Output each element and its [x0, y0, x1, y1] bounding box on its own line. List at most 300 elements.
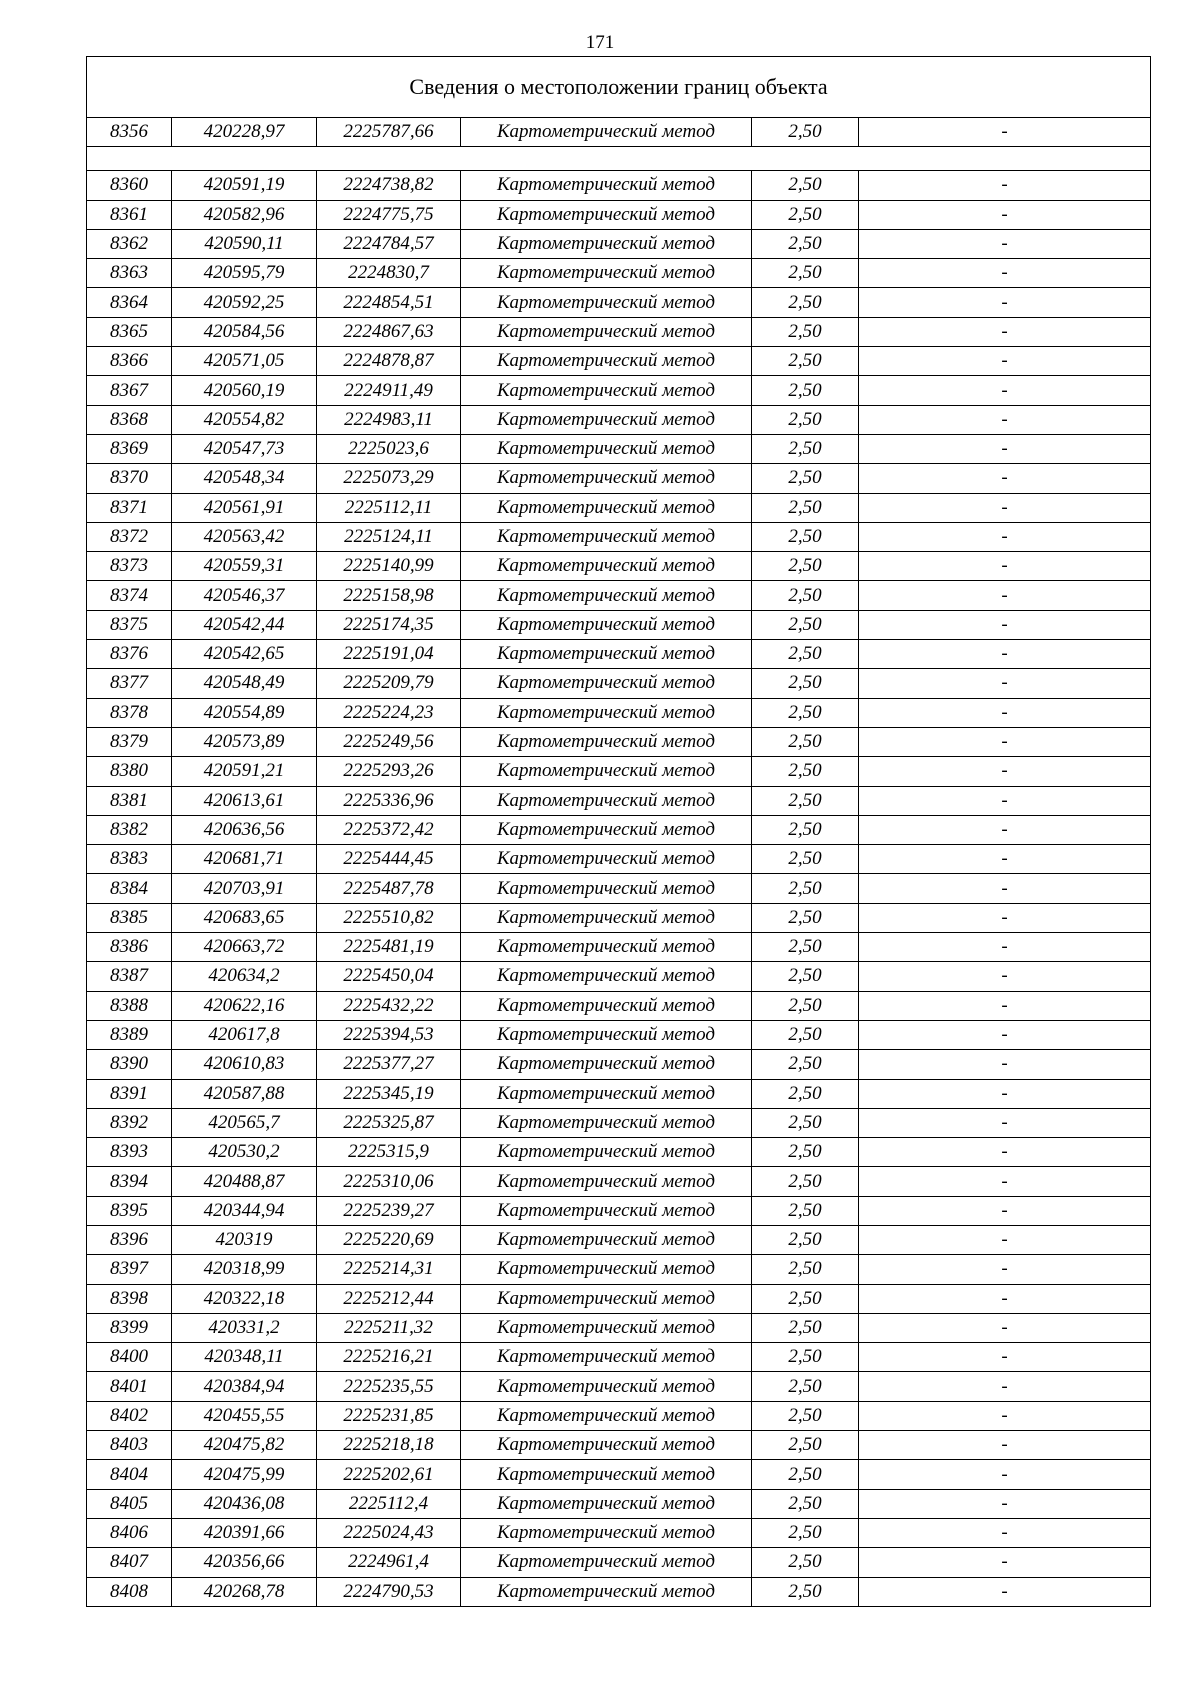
method-cell: Картометрический метод: [461, 1079, 752, 1108]
method-cell: Картометрический метод: [461, 259, 752, 288]
method-cell: Картометрический метод: [461, 991, 752, 1020]
method-cell: Картометрический метод: [461, 845, 752, 874]
accuracy-cell: 2,50: [752, 464, 859, 493]
point-number-cell: 8377: [87, 669, 172, 698]
accuracy-cell: 2,50: [752, 1079, 859, 1108]
description-cell: -: [859, 727, 1151, 756]
y-coordinate-cell: 2225211,32: [317, 1313, 461, 1342]
accuracy-cell: 2,50: [752, 229, 859, 258]
y-coordinate-cell: 2225220,69: [317, 1225, 461, 1254]
method-cell: Картометрический метод: [461, 1577, 752, 1606]
y-coordinate-cell: 2225235,55: [317, 1372, 461, 1401]
description-cell: -: [859, 1460, 1151, 1489]
x-coordinate-cell: 420560,19: [172, 376, 317, 405]
method-cell: Картометрический метод: [461, 698, 752, 727]
method-cell: Картометрический метод: [461, 874, 752, 903]
y-coordinate-cell: 2225174,35: [317, 610, 461, 639]
point-number-cell: 8393: [87, 1138, 172, 1167]
description-cell: -: [859, 1518, 1151, 1547]
method-cell: Картометрический метод: [461, 757, 752, 786]
method-cell: Картометрический метод: [461, 903, 752, 932]
table-row: [87, 1372, 1151, 1401]
table-row: [87, 786, 1151, 815]
accuracy-cell: 2,50: [752, 493, 859, 522]
x-coordinate-cell: 420548,34: [172, 464, 317, 493]
point-number-cell: 8401: [87, 1372, 172, 1401]
accuracy-cell: 2,50: [752, 874, 859, 903]
description-cell: -: [859, 933, 1151, 962]
method-cell: Картометрический метод: [461, 610, 752, 639]
method-cell: Картометрический метод: [461, 434, 752, 463]
x-coordinate-cell: 420591,21: [172, 757, 317, 786]
point-number-cell: 8394: [87, 1167, 172, 1196]
description-cell: -: [859, 1167, 1151, 1196]
table-row: [87, 288, 1151, 317]
accuracy-cell: 2,50: [752, 1548, 859, 1577]
method-cell: Картометрический метод: [461, 552, 752, 581]
y-coordinate-cell: 2225310,06: [317, 1167, 461, 1196]
point-number-cell: 8376: [87, 640, 172, 669]
method-cell: Картометрический метод: [461, 1284, 752, 1313]
point-number-cell: 8399: [87, 1313, 172, 1342]
point-number-cell: 8375: [87, 610, 172, 639]
x-coordinate-cell: 420573,89: [172, 727, 317, 756]
method-cell: Картометрический метод: [461, 1225, 752, 1254]
x-coordinate-cell: 420348,11: [172, 1343, 317, 1372]
accuracy-cell: 2,50: [752, 1372, 859, 1401]
description-cell: -: [859, 757, 1151, 786]
point-number-cell: 8365: [87, 317, 172, 346]
description-cell: -: [859, 1196, 1151, 1225]
y-coordinate-cell: 2224775,75: [317, 200, 461, 229]
point-number-cell: 8405: [87, 1489, 172, 1518]
accuracy-cell: 2,50: [752, 1138, 859, 1167]
method-cell: Картометрический метод: [461, 1108, 752, 1137]
point-number-cell: 8361: [87, 200, 172, 229]
method-cell: Картометрический метод: [461, 1196, 752, 1225]
y-coordinate-cell: 2225325,87: [317, 1108, 461, 1137]
x-coordinate-cell: 420590,11: [172, 229, 317, 258]
description-cell: -: [859, 171, 1151, 200]
description-cell: -: [859, 1138, 1151, 1167]
y-coordinate-cell: 2225024,43: [317, 1518, 461, 1547]
description-cell: -: [859, 259, 1151, 288]
method-cell: Картометрический метод: [461, 815, 752, 844]
method-cell: Картометрический метод: [461, 1372, 752, 1401]
table-row: [87, 1020, 1151, 1049]
y-coordinate-cell: 2225158,98: [317, 581, 461, 610]
point-number-cell: 8395: [87, 1196, 172, 1225]
x-coordinate-cell: 420530,2: [172, 1138, 317, 1167]
method-cell: Картометрический метод: [461, 405, 752, 434]
y-coordinate-cell: 2224867,63: [317, 317, 461, 346]
point-number-cell: 8378: [87, 698, 172, 727]
y-coordinate-cell: 2224738,82: [317, 171, 461, 200]
table-row: [87, 1343, 1151, 1372]
y-coordinate-cell: 2225510,82: [317, 903, 461, 932]
description-cell: -: [859, 1284, 1151, 1313]
x-coordinate-cell: 420547,73: [172, 434, 317, 463]
method-cell: Картометрический метод: [461, 727, 752, 756]
description-cell: -: [859, 1255, 1151, 1284]
point-number-cell: 8356: [87, 118, 172, 147]
description-cell: -: [859, 200, 1151, 229]
x-coordinate-cell: 420622,16: [172, 991, 317, 1020]
accuracy-cell: 2,50: [752, 1460, 859, 1489]
y-coordinate-cell: 2225487,78: [317, 874, 461, 903]
point-number-cell: 8389: [87, 1020, 172, 1049]
point-number-cell: 8383: [87, 845, 172, 874]
point-number-cell: 8362: [87, 229, 172, 258]
method-cell: Картометрический метод: [461, 669, 752, 698]
accuracy-cell: 2,50: [752, 1401, 859, 1430]
table-row: [87, 171, 1151, 200]
method-cell: Картометрический метод: [461, 1020, 752, 1049]
method-cell: Картометрический метод: [461, 118, 752, 147]
y-coordinate-cell: 2225787,66: [317, 118, 461, 147]
table-row: [87, 610, 1151, 639]
method-cell: Картометрический метод: [461, 1313, 752, 1342]
x-coordinate-cell: 420344,94: [172, 1196, 317, 1225]
table-row: [87, 1548, 1151, 1577]
x-coordinate-cell: 420455,55: [172, 1401, 317, 1430]
accuracy-cell: 2,50: [752, 200, 859, 229]
accuracy-cell: 2,50: [752, 1313, 859, 1342]
x-coordinate-cell: 420592,25: [172, 288, 317, 317]
accuracy-cell: 2,50: [752, 727, 859, 756]
x-coordinate-cell: 420475,99: [172, 1460, 317, 1489]
description-cell: -: [859, 1343, 1151, 1372]
title-row: [87, 57, 1151, 118]
table-row: [87, 698, 1151, 727]
point-number-cell: 8382: [87, 815, 172, 844]
y-coordinate-cell: 2225481,19: [317, 933, 461, 962]
method-cell: Картометрический метод: [461, 1343, 752, 1372]
method-cell: Картометрический метод: [461, 640, 752, 669]
x-coordinate-cell: 420384,94: [172, 1372, 317, 1401]
method-cell: Картометрический метод: [461, 200, 752, 229]
accuracy-cell: 2,50: [752, 581, 859, 610]
point-number-cell: 8381: [87, 786, 172, 815]
point-number-cell: 8387: [87, 962, 172, 991]
point-number-cell: 8403: [87, 1431, 172, 1460]
table-row: [87, 405, 1151, 434]
x-coordinate-cell: 420587,88: [172, 1079, 317, 1108]
accuracy-cell: 2,50: [752, 171, 859, 200]
description-cell: -: [859, 1401, 1151, 1430]
table-row: [87, 845, 1151, 874]
separator-row: [87, 147, 1151, 171]
description-cell: -: [859, 1050, 1151, 1079]
accuracy-cell: 2,50: [752, 434, 859, 463]
point-number-cell: 8391: [87, 1079, 172, 1108]
description-cell: -: [859, 118, 1151, 147]
x-coordinate-cell: 420391,66: [172, 1518, 317, 1547]
method-cell: Картометрический метод: [461, 1489, 752, 1518]
accuracy-cell: 2,50: [752, 1343, 859, 1372]
x-coordinate-cell: 420436,08: [172, 1489, 317, 1518]
description-cell: -: [859, 288, 1151, 317]
point-number-cell: 8366: [87, 347, 172, 376]
accuracy-cell: 2,50: [752, 259, 859, 288]
description-cell: -: [859, 1313, 1151, 1342]
description-cell: -: [859, 698, 1151, 727]
y-coordinate-cell: 2224830,7: [317, 259, 461, 288]
x-coordinate-cell: 420319: [172, 1225, 317, 1254]
table-row: [87, 1108, 1151, 1137]
accuracy-cell: 2,50: [752, 991, 859, 1020]
y-coordinate-cell: 2225450,04: [317, 962, 461, 991]
description-cell: -: [859, 552, 1151, 581]
y-coordinate-cell: 2225377,27: [317, 1050, 461, 1079]
method-cell: Картометрический метод: [461, 288, 752, 317]
description-cell: -: [859, 962, 1151, 991]
y-coordinate-cell: 2225112,4: [317, 1489, 461, 1518]
accuracy-cell: 2,50: [752, 1284, 859, 1313]
point-number-cell: 8363: [87, 259, 172, 288]
x-coordinate-cell: 420610,83: [172, 1050, 317, 1079]
point-number-cell: 8396: [87, 1225, 172, 1254]
y-coordinate-cell: 2225432,22: [317, 991, 461, 1020]
x-coordinate-cell: 420331,2: [172, 1313, 317, 1342]
x-coordinate-cell: 420613,61: [172, 786, 317, 815]
accuracy-cell: 2,50: [752, 698, 859, 727]
accuracy-cell: 2,50: [752, 1255, 859, 1284]
boundary-coordinates-table: [86, 56, 1151, 1607]
table-row: [87, 757, 1151, 786]
method-cell: Картометрический метод: [461, 962, 752, 991]
page-number: 171: [585, 32, 615, 53]
description-cell: -: [859, 581, 1151, 610]
method-cell: Картометрический метод: [461, 317, 752, 346]
accuracy-cell: 2,50: [752, 1518, 859, 1547]
y-coordinate-cell: 2225212,44: [317, 1284, 461, 1313]
table-row: [87, 200, 1151, 229]
point-number-cell: 8384: [87, 874, 172, 903]
method-cell: Картометрический метод: [461, 1460, 752, 1489]
point-number-cell: 8398: [87, 1284, 172, 1313]
y-coordinate-cell: 2225216,21: [317, 1343, 461, 1372]
table-row: [87, 1255, 1151, 1284]
point-number-cell: 8407: [87, 1548, 172, 1577]
table-row: [87, 464, 1151, 493]
x-coordinate-cell: 420565,7: [172, 1108, 317, 1137]
method-cell: Картометрический метод: [461, 376, 752, 405]
x-coordinate-cell: 420488,87: [172, 1167, 317, 1196]
description-cell: -: [859, 1489, 1151, 1518]
point-number-cell: 8360: [87, 171, 172, 200]
point-number-cell: 8379: [87, 727, 172, 756]
x-coordinate-cell: 420582,96: [172, 200, 317, 229]
table-row: [87, 522, 1151, 551]
y-coordinate-cell: 2224983,11: [317, 405, 461, 434]
description-cell: -: [859, 347, 1151, 376]
description-cell: -: [859, 1577, 1151, 1606]
method-cell: Картометрический метод: [461, 1050, 752, 1079]
table-row: [87, 727, 1151, 756]
accuracy-cell: 2,50: [752, 376, 859, 405]
accuracy-cell: 2,50: [752, 405, 859, 434]
accuracy-cell: 2,50: [752, 845, 859, 874]
table-row: [87, 903, 1151, 932]
x-coordinate-cell: 420663,72: [172, 933, 317, 962]
point-number-cell: 8386: [87, 933, 172, 962]
table-row: [87, 376, 1151, 405]
point-number-cell: 8372: [87, 522, 172, 551]
y-coordinate-cell: 2225345,19: [317, 1079, 461, 1108]
y-coordinate-cell: 2225140,99: [317, 552, 461, 581]
x-coordinate-cell: 420322,18: [172, 1284, 317, 1313]
description-cell: -: [859, 1431, 1151, 1460]
description-cell: -: [859, 815, 1151, 844]
x-coordinate-cell: 420683,65: [172, 903, 317, 932]
table-row: [87, 259, 1151, 288]
x-coordinate-cell: 420318,99: [172, 1255, 317, 1284]
y-coordinate-cell: 2225023,6: [317, 434, 461, 463]
table-row: [87, 118, 1151, 147]
x-coordinate-cell: 420554,89: [172, 698, 317, 727]
accuracy-cell: 2,50: [752, 1108, 859, 1137]
point-number-cell: 8380: [87, 757, 172, 786]
point-number-cell: 8367: [87, 376, 172, 405]
accuracy-cell: 2,50: [752, 610, 859, 639]
accuracy-cell: 2,50: [752, 1050, 859, 1079]
table-row: [87, 317, 1151, 346]
description-cell: -: [859, 845, 1151, 874]
x-coordinate-cell: 420584,56: [172, 317, 317, 346]
point-number-cell: 8368: [87, 405, 172, 434]
method-cell: Картометрический метод: [461, 493, 752, 522]
table-row: [87, 229, 1151, 258]
point-number-cell: 8402: [87, 1401, 172, 1430]
y-coordinate-cell: 2224961,4: [317, 1548, 461, 1577]
y-coordinate-cell: 2224911,49: [317, 376, 461, 405]
x-coordinate-cell: 420617,8: [172, 1020, 317, 1049]
accuracy-cell: 2,50: [752, 1225, 859, 1254]
table-row: [87, 1489, 1151, 1518]
table-row: [87, 1401, 1151, 1430]
method-cell: Картометрический метод: [461, 581, 752, 610]
point-number-cell: 8371: [87, 493, 172, 522]
description-cell: -: [859, 1020, 1151, 1049]
method-cell: Картометрический метод: [461, 1401, 752, 1430]
description-cell: -: [859, 1372, 1151, 1401]
table-row: [87, 933, 1151, 962]
description-cell: -: [859, 1079, 1151, 1108]
table-row: [87, 552, 1151, 581]
table-row: [87, 1138, 1151, 1167]
method-cell: Картометрический метод: [461, 347, 752, 376]
method-cell: Картометрический метод: [461, 786, 752, 815]
table-row: [87, 1518, 1151, 1547]
table-row: [87, 669, 1151, 698]
table-row: [87, 1079, 1151, 1108]
point-number-cell: 8392: [87, 1108, 172, 1137]
table-row: [87, 874, 1151, 903]
y-coordinate-cell: 2225191,04: [317, 640, 461, 669]
accuracy-cell: 2,50: [752, 1167, 859, 1196]
point-number-cell: 8408: [87, 1577, 172, 1606]
y-coordinate-cell: 2224790,53: [317, 1577, 461, 1606]
accuracy-cell: 2,50: [752, 552, 859, 581]
method-cell: Картометрический метод: [461, 1431, 752, 1460]
point-number-cell: 8388: [87, 991, 172, 1020]
y-coordinate-cell: 2225336,96: [317, 786, 461, 815]
y-coordinate-cell: 2225315,9: [317, 1138, 461, 1167]
method-cell: Картометрический метод: [461, 1167, 752, 1196]
table-row: [87, 1196, 1151, 1225]
method-cell: Картометрический метод: [461, 1518, 752, 1547]
table-row: [87, 962, 1151, 991]
table-row: [87, 434, 1151, 463]
method-cell: Картометрический метод: [461, 464, 752, 493]
y-coordinate-cell: 2224784,57: [317, 229, 461, 258]
y-coordinate-cell: 2225293,26: [317, 757, 461, 786]
description-cell: -: [859, 640, 1151, 669]
description-cell: -: [859, 405, 1151, 434]
y-coordinate-cell: 2225202,61: [317, 1460, 461, 1489]
table-row: [87, 1313, 1151, 1342]
description-cell: -: [859, 1108, 1151, 1137]
y-coordinate-cell: 2225209,79: [317, 669, 461, 698]
accuracy-cell: 2,50: [752, 288, 859, 317]
description-cell: -: [859, 1225, 1151, 1254]
table-row: [87, 1284, 1151, 1313]
y-coordinate-cell: 2225231,85: [317, 1401, 461, 1430]
table-row: [87, 493, 1151, 522]
table-row: [87, 347, 1151, 376]
y-coordinate-cell: 2225112,11: [317, 493, 461, 522]
table-row: [87, 1431, 1151, 1460]
accuracy-cell: 2,50: [752, 962, 859, 991]
description-cell: -: [859, 464, 1151, 493]
accuracy-cell: 2,50: [752, 118, 859, 147]
point-number-cell: 8373: [87, 552, 172, 581]
y-coordinate-cell: 2225249,56: [317, 727, 461, 756]
x-coordinate-cell: 420356,66: [172, 1548, 317, 1577]
description-cell: -: [859, 434, 1151, 463]
description-cell: -: [859, 493, 1151, 522]
accuracy-cell: 2,50: [752, 1196, 859, 1225]
accuracy-cell: 2,50: [752, 1431, 859, 1460]
accuracy-cell: 2,50: [752, 757, 859, 786]
table-row: [87, 815, 1151, 844]
point-number-cell: 8385: [87, 903, 172, 932]
accuracy-cell: 2,50: [752, 522, 859, 551]
table-row: [87, 991, 1151, 1020]
accuracy-cell: 2,50: [752, 1489, 859, 1518]
accuracy-cell: 2,50: [752, 933, 859, 962]
point-number-cell: 8369: [87, 434, 172, 463]
method-cell: Картометрический метод: [461, 1255, 752, 1284]
y-coordinate-cell: 2225214,31: [317, 1255, 461, 1284]
x-coordinate-cell: 420542,65: [172, 640, 317, 669]
accuracy-cell: 2,50: [752, 669, 859, 698]
method-cell: Картометрический метод: [461, 522, 752, 551]
point-number-cell: 8374: [87, 581, 172, 610]
y-coordinate-cell: 2225239,27: [317, 1196, 461, 1225]
description-cell: -: [859, 229, 1151, 258]
x-coordinate-cell: 420595,79: [172, 259, 317, 288]
table-title: Сведения о местоположении границ объекта: [87, 57, 1151, 118]
accuracy-cell: 2,50: [752, 640, 859, 669]
description-cell: -: [859, 786, 1151, 815]
accuracy-cell: 2,50: [752, 1577, 859, 1606]
y-coordinate-cell: 2225444,45: [317, 845, 461, 874]
method-cell: Картометрический метод: [461, 1548, 752, 1577]
description-cell: -: [859, 522, 1151, 551]
x-coordinate-cell: 420703,91: [172, 874, 317, 903]
